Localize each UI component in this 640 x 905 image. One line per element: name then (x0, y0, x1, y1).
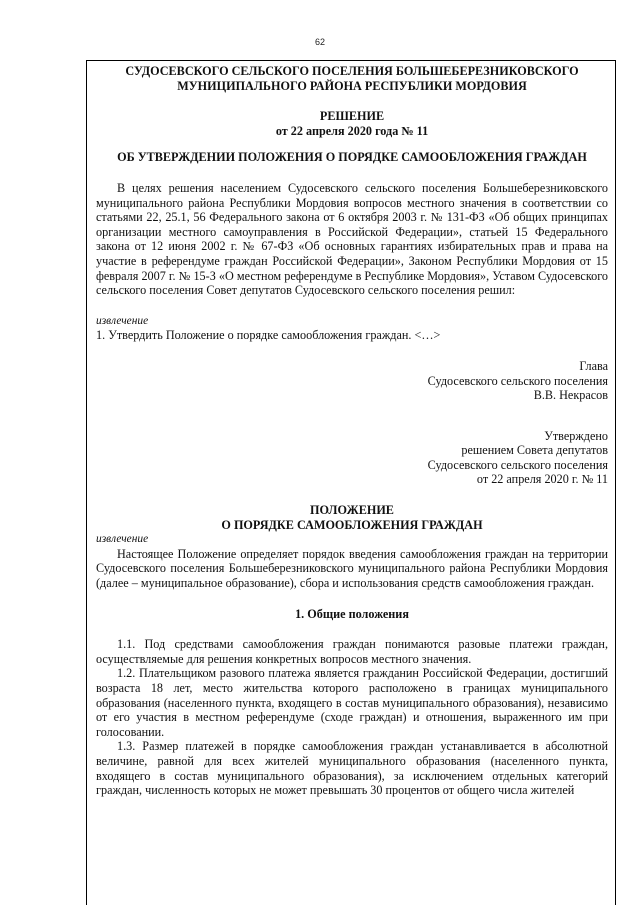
signature-name: В.В. Некрасов (533, 388, 608, 403)
regulation-excerpt-label: извлечение (96, 533, 149, 546)
paragraph-1-1: 1.1. Под средствами самообложения граждан понимаются разовые платежи граждан, осуществляемые для решения конкретных вопросов местного значения. (96, 637, 608, 666)
approval-line-1: Утверждено (544, 428, 608, 443)
approval-line-4: от 22 апреля 2020 г. № 11 (476, 472, 608, 487)
document-body (96, 64, 608, 798)
signature-block (96, 359, 608, 403)
regulation-title: ПОЛОЖЕНИЕ (310, 503, 394, 518)
regulation-subtitle: О ПОРЯДКЕ САМООБЛОЖЕНИЯ ГРАЖДАН (221, 517, 483, 532)
decision-subject: ОБ УТВЕРЖДЕНИИ ПОЛОЖЕНИЯ О ПОРЯДКЕ САМООБЛОЖЕНИЯ ГРАЖДАН (117, 150, 587, 165)
decision-item-1: 1. Утвердить Положение о порядке самообложения граждан. <…> (96, 328, 441, 343)
header-line-1: СУДОСЕВСКОГО СЕЛЬСКОГО ПОСЕЛЕНИЯ БОЛЬШЕБЕРЕЗНИКОВСКОГО (125, 64, 579, 78)
signature-title: Глава (579, 358, 608, 373)
municipality-header (96, 64, 608, 93)
page-number: 62 (314, 37, 325, 47)
section-1-title: 1. Общие положения (295, 606, 409, 621)
approval-stamp (96, 429, 608, 487)
header-line-2: МУНИЦИПАЛЬНОГО РАЙОНА РЕСПУБЛИКИ МОРДОВИЯ (177, 78, 527, 93)
decision-excerpt-label: извлечение (96, 314, 149, 327)
approval-line-3: Судосевского сельского поселения (427, 457, 608, 472)
approval-line-2: решением Совета депутатов (461, 443, 608, 458)
paragraph-1-3: 1.3. Размер платежей в порядке самообложения граждан устанавливается в абсолютной величине, равной для всех жителей муниципального образования (населенного пункта, входящего в состав муниципального образования), за исключением отдельных категорий граждан, численность которых не может превышать 30 процентов от общего числа жителей (96, 739, 608, 798)
paragraph-1-2: 1.2. Плательщиком разового платежа является гражданин Российской Федерации, достигший возраста 18 лет, место жительства которого расположено в границах муниципального образования (населенного пункта, входящего в состав муниципального образования), независимо от его участия в местном референдуме (сходе граждан) и отношения, выраженного им при голосовании. (96, 666, 608, 739)
decision-date: от 22 апреля 2020 года № 11 (275, 123, 429, 138)
decision-title: РЕШЕНИЕ (319, 109, 385, 124)
regulation-intro: Настоящее Положение определяет порядок введения самообложения граждан на территории Судосевского поселения Большеберезниковского муниципального района Республики Мордовия (далее – муниципальное образование), сбора и использования средств самообложения граждан. (96, 546, 608, 591)
decision-preamble: В целях решения населением Судосевского сельского поселения Большеберезниковского муниципального района Республики Мордовия вопросов местного значения в соответствии со статьями 22, 25.1, 56 Федерального закона от 6 октября 2003 г. № 131-ФЗ «Об общих принципах организации местного самоуправления в Российской Федерации», статьей 15 Федерального закона от 12 июня 2002 г. № 67-ФЗ «Об основных гарантиях избирательных прав и права на участие в референдуме граждан Российской Федерации», Законом Республики Мордовия от 15 февраля 2007 г. № 15-З «О местном референдуме в Республике Мордовия», Уставом Судосевского сельского поселения Совет депутатов Судосевского сельского поселения решил: (96, 180, 608, 298)
signature-organization: Судосевского сельского поселения (427, 373, 608, 388)
